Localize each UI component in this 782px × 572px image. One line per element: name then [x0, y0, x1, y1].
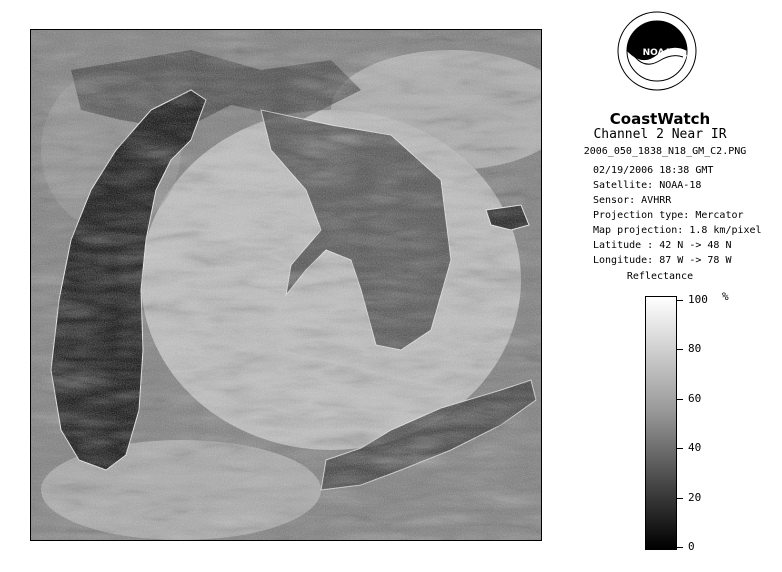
colorbar-tick-label: 20 — [688, 491, 702, 504]
noaa-logo-icon — [617, 11, 697, 91]
image-grain — [31, 30, 542, 541]
noaa-logo-svg — [617, 11, 697, 91]
datetime-label: 02/19/2006 18:38 GMT — [593, 165, 714, 176]
colorbar-tick-label: 100 — [688, 293, 708, 306]
filename-label: 2006_050_1838_N18_GM_C2.PNG — [583, 146, 747, 157]
map-svg — [31, 30, 542, 541]
colorbar-tick — [677, 547, 683, 548]
logo-text: NOAA — [642, 48, 672, 58]
product-title: CoastWatch — [609, 110, 711, 128]
colorbar-tick-label: 60 — [688, 392, 702, 405]
projection-type-label: Projection type: Mercator — [593, 210, 744, 221]
colorbar-tick-label: 80 — [688, 342, 702, 355]
latitude-label: Latitude : 42 N -> 48 N — [593, 240, 732, 251]
colorbar-tick — [677, 448, 683, 449]
channel-label: Channel 2 Near IR — [593, 127, 727, 142]
colorbar-tick-label: 40 — [688, 441, 702, 454]
colorbar-tick — [677, 498, 683, 499]
longitude-label: Longitude: 87 W -> 78 W — [593, 255, 732, 266]
legend-unit: % — [722, 290, 729, 303]
colorbar-tick — [677, 399, 683, 400]
colorbar-tick — [677, 349, 683, 350]
satellite-map-image — [30, 29, 542, 541]
colorbar-tick — [677, 300, 683, 301]
reflectance-colorbar — [645, 296, 677, 550]
legend-title: Reflectance — [626, 271, 694, 282]
map-projection-label: Map projection: 1.8 km/pixel — [593, 225, 762, 236]
colorbar-tick-label: 0 — [688, 540, 695, 553]
satellite-label: Satellite: NOAA-18 — [593, 180, 702, 191]
sensor-label: Sensor: AVHRR — [593, 195, 672, 206]
